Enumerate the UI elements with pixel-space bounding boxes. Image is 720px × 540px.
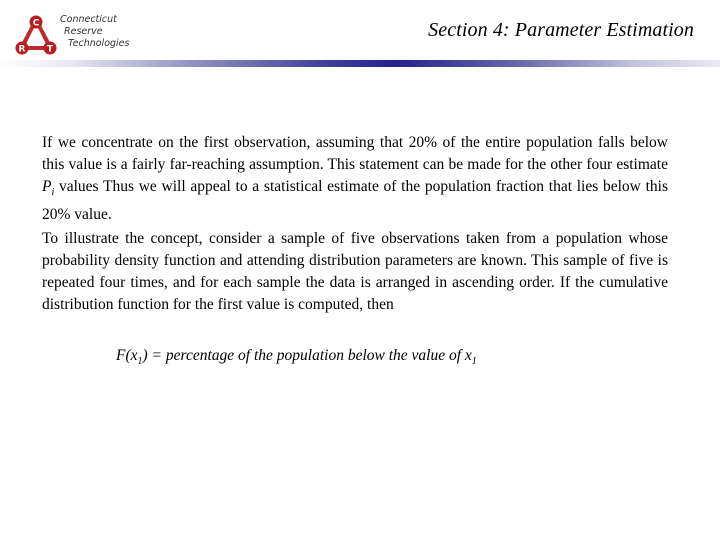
header-accent-bar: [0, 60, 720, 67]
paragraph-1-text-start: If we concentrate on the first observation, assuming that 20% of the entire population falls below this value is a fairly far-reaching assumption. This statement can be made for the other four estimate: [42, 134, 668, 173]
logo-line-technologies: Technologies: [68, 38, 130, 49]
logo-letter-r: R: [18, 44, 26, 55]
logo-letter-t: T: [46, 44, 54, 55]
slide-title: Section 4: Parameter Estimation: [428, 19, 694, 41]
paragraph-illustrate-concept: To illustrate the concept, consider a sample of five observations taken from a population whose probability density function and attending distribution parameters are known. This sample of five is repeated four times, and for each sample the data is arranged in ascending order. If the cumulative distribution function for the first value is computed, then: [42, 230, 668, 313]
logo-line-reserve: Reserve: [64, 26, 103, 37]
logo-wordmark: [60, 14, 129, 50]
cdf-formula: $F(x_1)$ = percentage of the population below the value of $x_1$: [116, 347, 477, 368]
paragraph-1-text-end: values Thus we will appeal to a statistical estimate of the population fraction that lies below this 20% value.: [42, 178, 668, 224]
pi-symbol: $P_i$: [42, 178, 55, 199]
paragraph-first-observation: [42, 132, 668, 226]
logo-line-connecticut: Connecticut: [60, 14, 117, 25]
company-logo: [14, 12, 144, 56]
logo-letter-c: C: [32, 18, 40, 29]
crt-triangle-logo-icon: [14, 12, 58, 56]
